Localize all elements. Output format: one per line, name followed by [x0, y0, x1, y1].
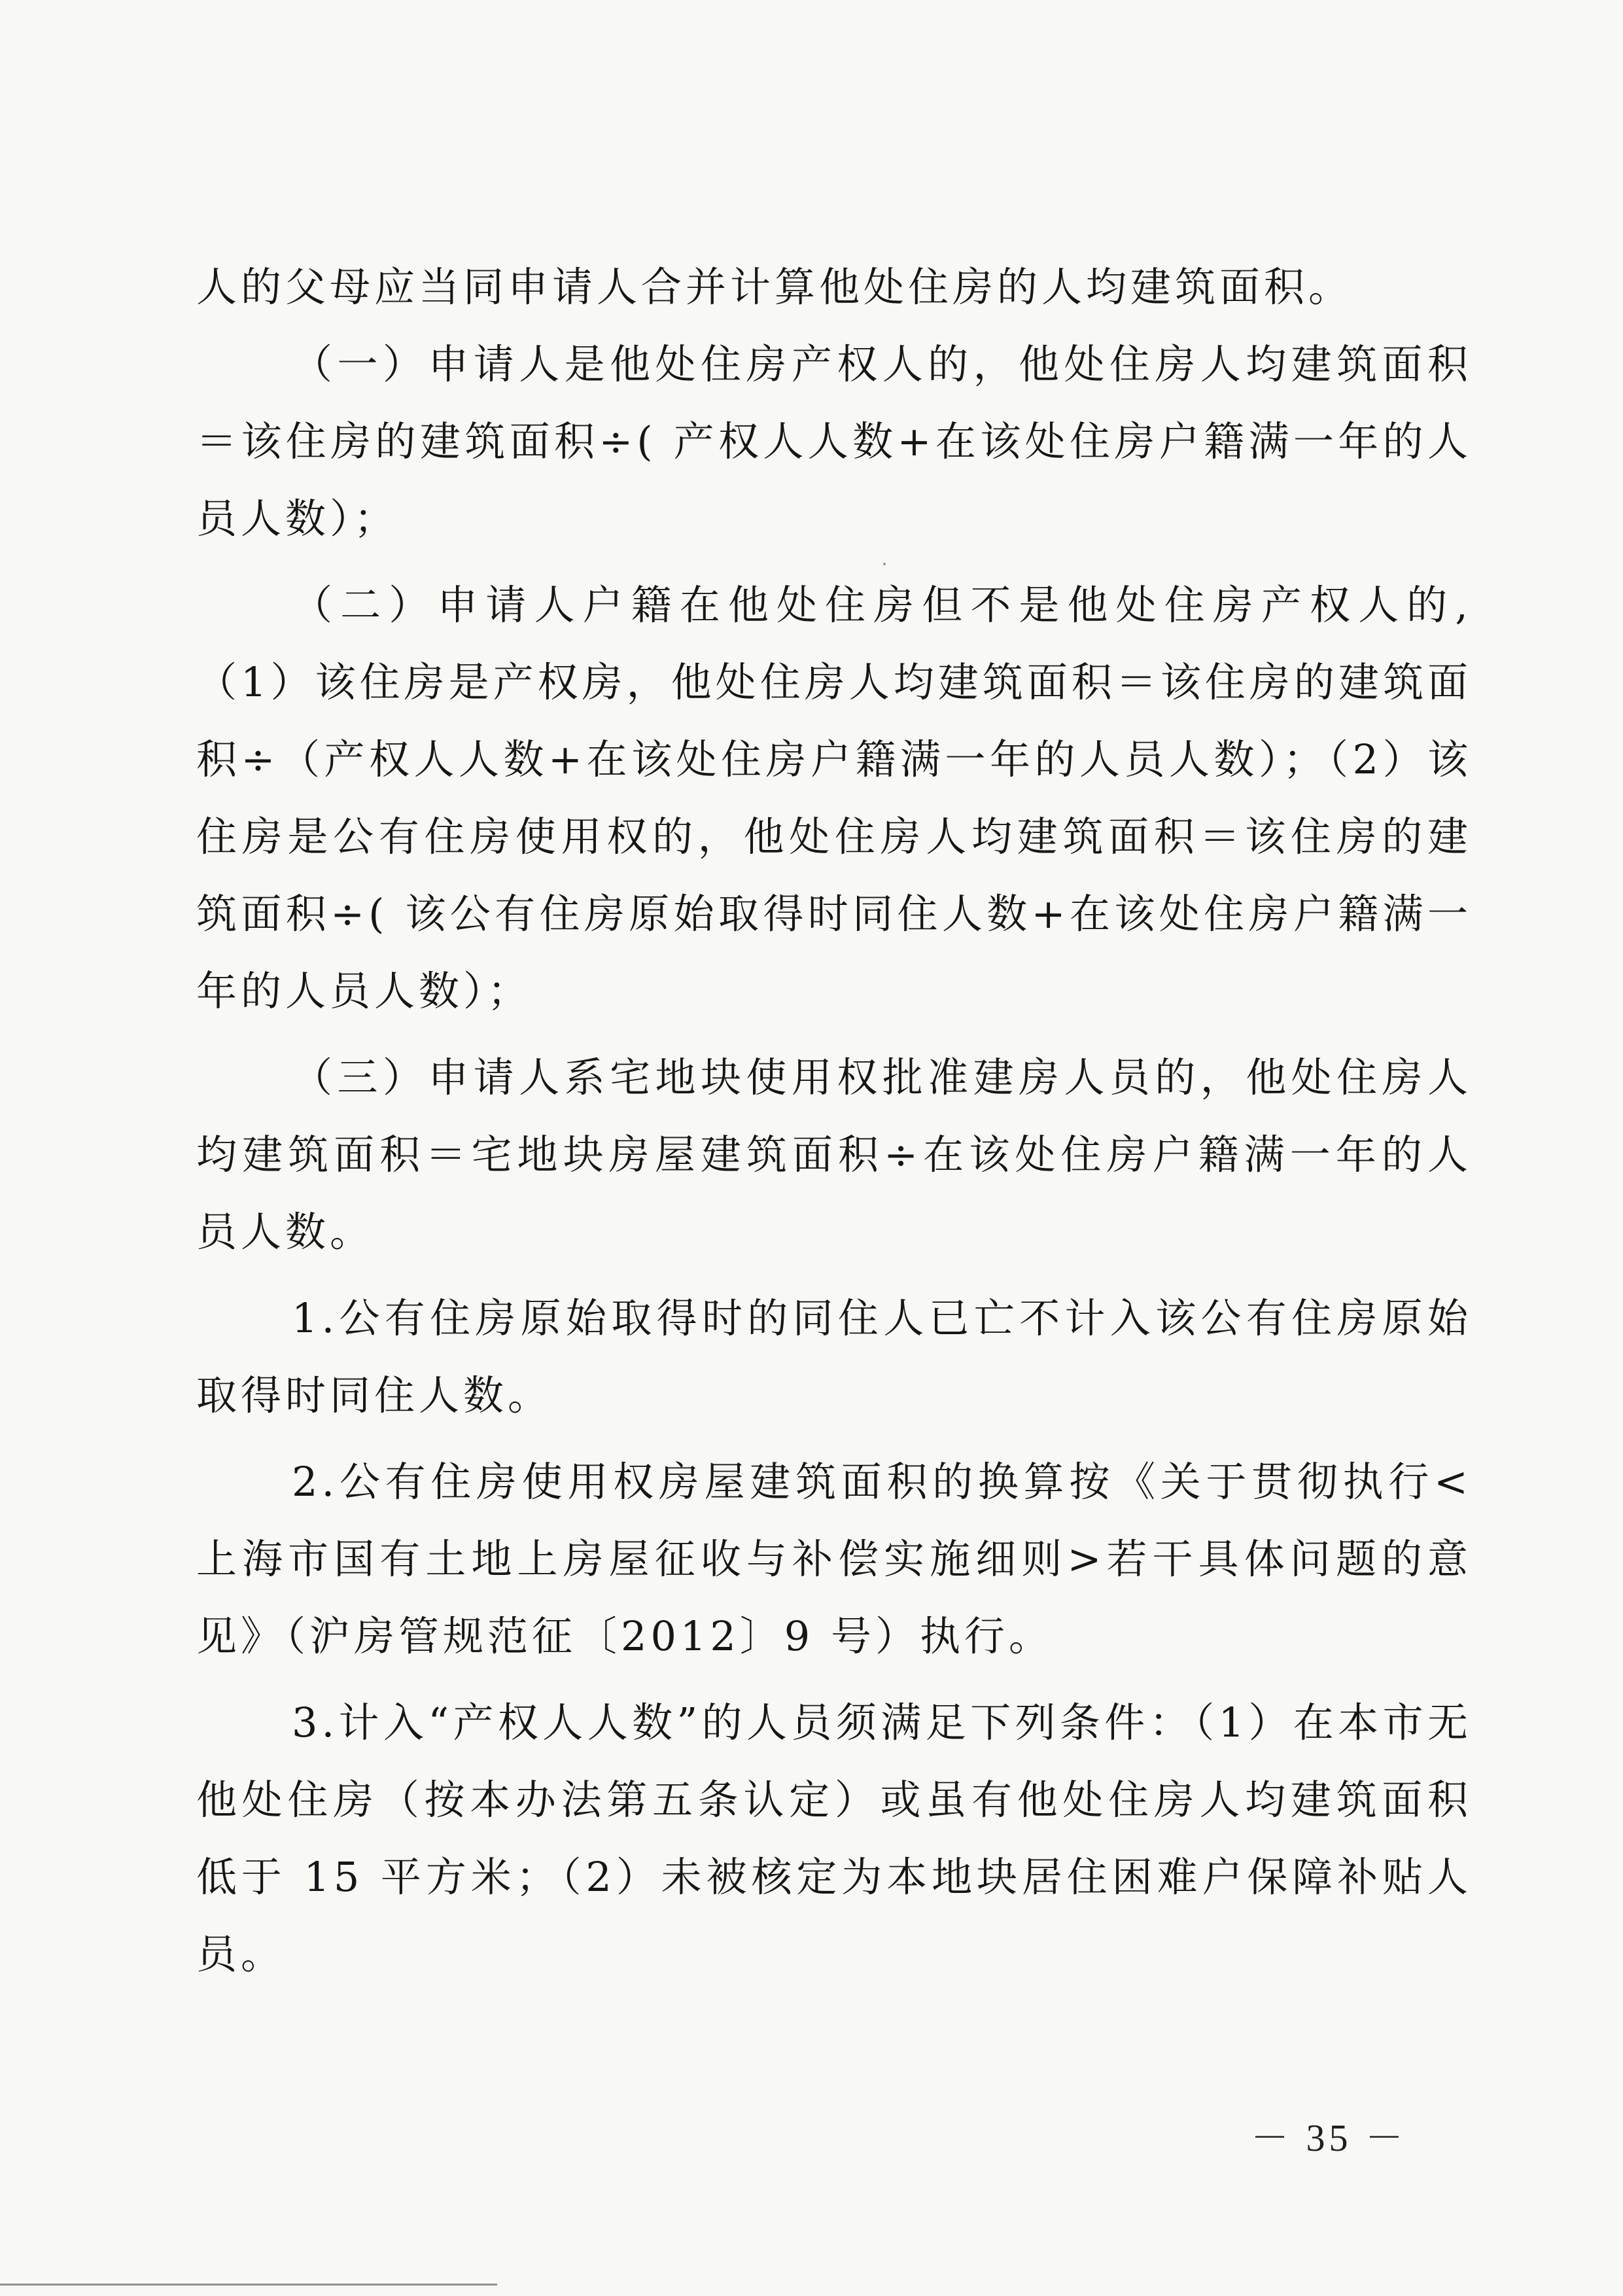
page-number: － 35 －	[1250, 2117, 1407, 2159]
paragraph-note-2: 2.公有住房使用权房屋建筑面积的换算按《关于贯彻执行<上海市国有土地上房屋征收与补偿实施细则>若干具体问题的意见》（沪房管规范征〔2012〕9 号）执行。	[196, 1458, 1472, 1660]
paragraph-continuation: 人的父母应当同申请人合并计算他处住房的人均建筑面积。	[196, 263, 1353, 311]
paragraph-clause-1: （一）申请人是他处住房产权人的，他处住房人均建筑面积＝该住房的建筑面积÷( 产权人人数+在该处住房户籍满一年的人员人数）；	[196, 340, 1472, 542]
bottom-edge-line	[0, 2284, 497, 2286]
document-body	[196, 249, 1472, 1993]
paragraph-clause-3: （三）申请人系宅地块使用权批准建房人员的，他处住房人均建筑面积＝宅地块房屋建筑面积÷在该处住房户籍满一年的人员人数。	[196, 1053, 1472, 1256]
paragraph-note-3: 3.计入“产权人人数”的人员须满足下列条件：（1）在本市无他处住房（按本办法第五条认定）或虽有他处住房人均建筑面积低于 15 平方米；（2）未被核定为本地块居住困难户保障补贴人员。	[196, 1699, 1472, 1978]
paragraph-note-1: 1.公有住房原始取得时的同住人已亡不计入该公有住房原始取得时同住人数。	[196, 1294, 1472, 1419]
paragraph-clause-2: （二）申请人户籍在他处住房但不是他处住房产权人的,（1）该住房是产权房，他处住房人均建筑面积＝该住房的建筑面积÷（产权人人数+在该处住房户籍满一年的人员人数）；（2）该住房是公有住房使用权的，他处住房人均建筑面积＝该住房的建筑面积÷( 该公有住房原始取得时同住人数+在该处住房户籍满一年的人员人数）；	[196, 581, 1472, 1015]
